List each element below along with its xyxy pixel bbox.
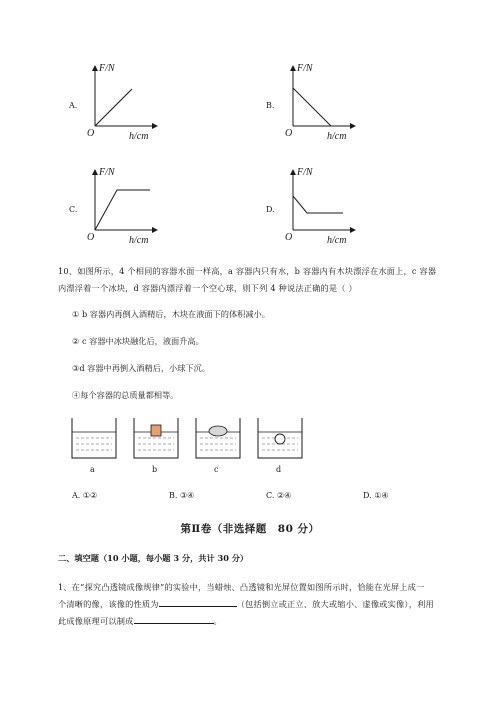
question-10-line-2: 内漂浮着一个冰块，d 容器内漂浮着一个空心球，则下列 4 种说法正确的是（ ）	[58, 283, 357, 293]
container-c-label: c	[214, 465, 219, 474]
graph-d	[283, 166, 363, 246]
question-10-line-1: 10、如图所示，4 个相同的容器水面一样高，a 容器内只有水，b 容器内有木块漂浮在水面上，c 容器	[58, 266, 437, 276]
section-subtitle: 二、填空题（10 小题，每小题 3 分，共计 30 分）	[58, 553, 249, 563]
question-1-line-2	[58, 596, 478, 613]
question-1-line-3	[58, 613, 478, 630]
question-10	[58, 263, 478, 297]
origin-label: O	[87, 232, 95, 243]
statement-3: ③d 容器中再倒入酒精后，小球下沉。	[72, 363, 210, 373]
answer-option-c-label: C.	[266, 491, 275, 500]
question-1-line-2-end: （包括倒立或正立、放大或缩小、虚像或实像），利用	[236, 599, 434, 609]
y-axis-label: F/N	[99, 63, 115, 74]
answer-option-b[interactable]	[169, 491, 194, 500]
x-axis-label: h/cm	[327, 235, 347, 246]
container-d	[258, 418, 302, 474]
question-1-line-3-end: 。	[213, 616, 222, 626]
answer-option-c[interactable]	[266, 491, 291, 500]
wood-block	[151, 425, 161, 436]
graph-b	[283, 62, 363, 142]
answer-option-b-text: ③④	[179, 491, 195, 500]
statement-1: ① b 容器内再倒入酒精后，木块在液面下的体积减小。	[72, 309, 270, 319]
answer-option-d-text: ①④	[374, 491, 389, 500]
answer-option-d[interactable]	[363, 491, 389, 500]
graph-line	[293, 196, 343, 213]
container-a-label: a	[90, 465, 95, 474]
answer-blank-1[interactable]	[159, 596, 237, 607]
option-a-label: A.	[69, 101, 78, 110]
statement-2: ② c 容器中冰块融化后，液面升高。	[72, 336, 204, 346]
container-a	[72, 418, 116, 474]
hollow-ball	[275, 434, 285, 444]
question-1	[58, 579, 478, 630]
x-axis-label: h/cm	[129, 235, 149, 246]
container-d-label: d	[276, 465, 282, 474]
ice-cube	[209, 426, 227, 436]
answer-option-a-label: A.	[72, 491, 81, 500]
option-b-label: B.	[266, 101, 275, 110]
graph-line	[95, 89, 132, 126]
answer-blank-2[interactable]	[134, 613, 214, 624]
answer-option-c-text: ②④	[276, 491, 292, 500]
origin-label: O	[285, 128, 293, 139]
container-b	[134, 418, 178, 474]
question-1-line-1: 1、在“探究凸透镜成像规律”的实验中，当蜡烛、凸透镜和光屏位置如图所示时，恰能在光屏上成一	[58, 582, 425, 592]
container-b-label: b	[152, 465, 158, 474]
container-c	[196, 418, 240, 474]
question-1-line-3-start: 此成像原理可以制成	[58, 616, 134, 626]
y-axis-label: F/N	[297, 167, 313, 178]
x-axis-label: h/cm	[327, 131, 347, 142]
origin-label: O	[87, 128, 95, 139]
answer-option-a-text: ①②	[82, 491, 98, 500]
x-axis-label: h/cm	[129, 131, 149, 142]
option-d-label: D.	[266, 205, 275, 214]
origin-label: O	[285, 232, 293, 243]
answer-option-b-label: B.	[169, 491, 178, 500]
statement-4: ④每个容器的总质量都相等。	[72, 390, 179, 400]
answer-option-d-label: D.	[363, 491, 372, 500]
graph-c	[85, 166, 165, 246]
y-axis-label: F/N	[99, 167, 115, 178]
answer-option-a[interactable]	[72, 491, 97, 500]
y-axis-label: F/N	[297, 63, 313, 74]
containers-figure	[68, 414, 308, 478]
graph-a	[85, 62, 165, 142]
graph-line	[293, 88, 331, 126]
section-title: 第Ⅱ卷（非选择题 80 分）	[180, 523, 320, 535]
option-c-label: C.	[69, 205, 78, 214]
question-1-line-2-start: 个清晰的像，该像的性质为	[58, 599, 159, 609]
graph-line	[95, 190, 150, 230]
